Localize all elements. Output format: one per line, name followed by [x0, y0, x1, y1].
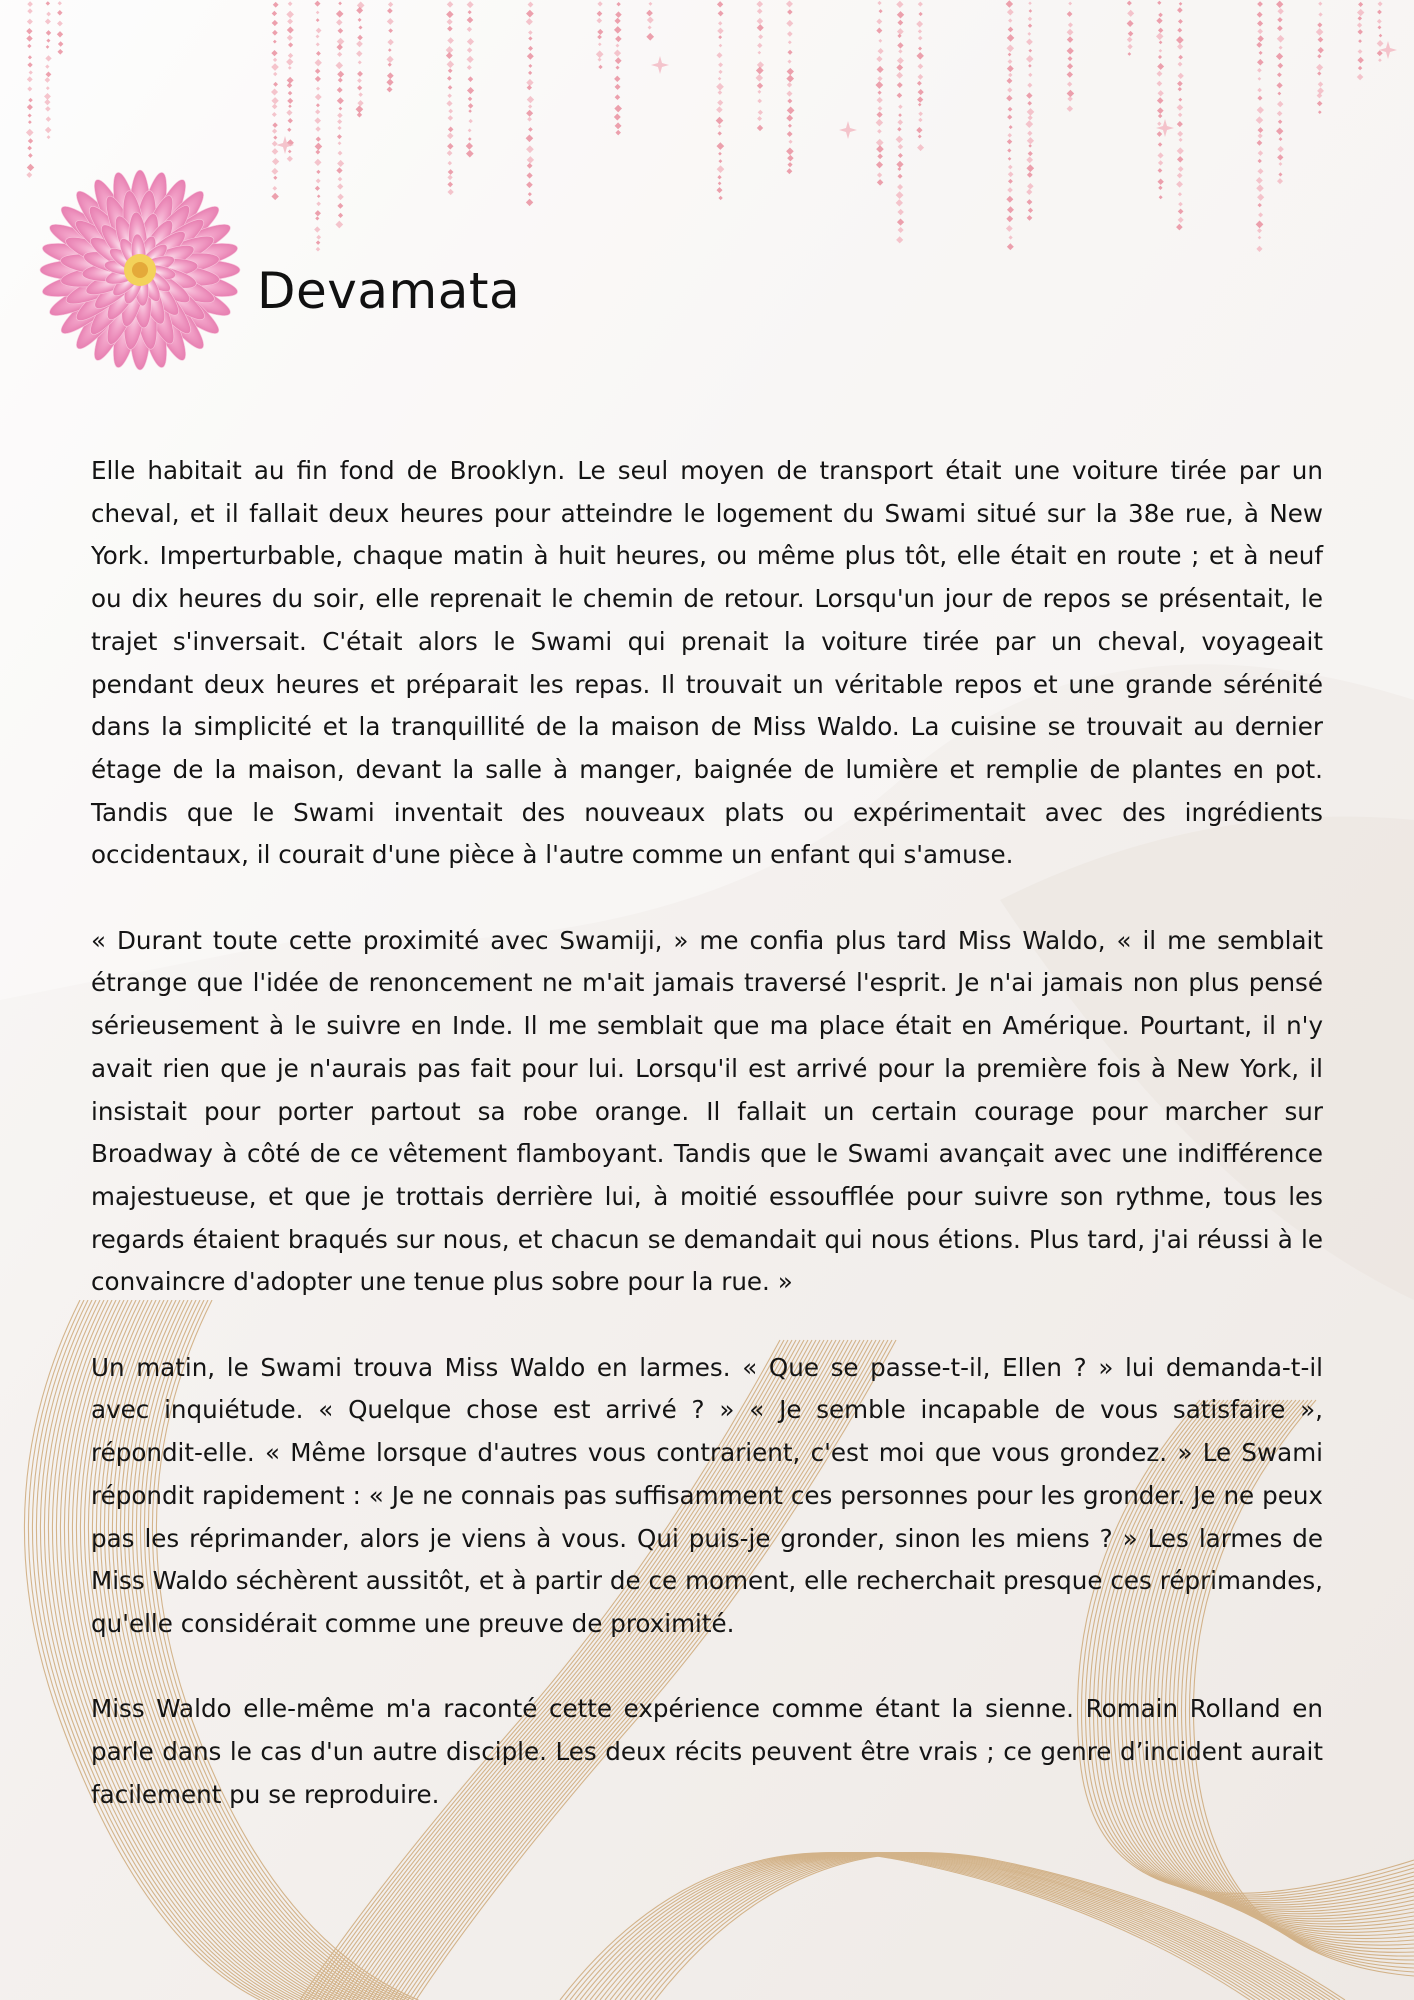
page-title: Devamata: [257, 262, 521, 320]
paragraph-2: « Durant toute cette proximité avec Swamiji, » me confia plus tard Miss Waldo, « il me semblait étrange que l'idée de renoncement ne m'ait jamais traversé l'esprit. Je n'ai jamais non plus pensé sérieusement à le suivre en Inde. Il me semblait que ma place était en Amérique. Pourtant, il n'y avait rien que je n'aurais pas fait pour lui. Lorsqu'il est arrivé pour la première fois à New York, il insistait pour porter partout sa robe orange. Il fallait un certain courage pour marcher sur Broadway à côté de ce vêtement flamboyant. Tandis que le Swami avançait avec une indifférence majestueuse, et que je trottais derrière lui, à moitié essoufflée pour suivre son rythme, tous les regards étaient braqués sur nous, et chacun se demandait qui nous étions. Plus tard, j'ai réussi à le convaincre d'adopter une tenue plus sobre pour la rue. »: [91, 925, 1323, 1297]
paragraph-1: Elle habitait au fin fond de Brooklyn. Le seul moyen de transport était une voiture tirée par un cheval, et il fallait deux heures pour atteindre le logement du Swami situé sur la 38e rue, à New York. Imperturbable, chaque matin à huit heures, ou même plus tôt, elle était en route ; et à neuf ou dix heures du soir, elle reprenait le chemin de retour. Lorsqu'un jour de repos se présentait, le trajet s'inversait. C'était alors le Swami qui prenait la voiture tirée par un cheval, voyageait pendant deux heures et préparait les repas. Il trouvait un véritable repos et une grande sérénité dans la simplicité et la tranquillité de la maison de Miss Waldo. La cuisine se trouvait au dernier étage de la maison, devant la salle à manger, baignée de lumière et remplie de plantes en pot. Tandis que le Swami inventait des nouveaux plats ou expérimentait avec des ingrédients occidentaux, il courait d'une pièce à l'autre comme un enfant qui s'amuse.: [91, 456, 1323, 870]
paragraph-3: Un matin, le Swami trouva Miss Waldo en larmes. « Que se passe-t-il, Ellen ? » lui demanda-t-il avec inquiétude. « Quelque chose est arrivé ? » « Je semble incapable de vous satisfaire », répondit-elle. « Même lorsque d'autres vous contrarient, c'est moi que vous grondez. » Le Swami répondit rapidement : « Je ne connais pas suffisamment ces personnes pour les gronder. Je ne peux pas les réprimander, alors je viens à vous. Qui puis-je gronder, sinon les miens ? » Les larmes de Miss Waldo séchèrent aussitôt, et à partir de ce moment, elle recherchait presque ces réprimandes, qu'elle considérait comme une preuve de proximité.: [91, 1352, 1323, 1638]
pink-dahlia-flower-icon: [30, 160, 250, 380]
paragraph-4: Miss Waldo elle-même m'a raconté cette expérience comme étant la sienne. Romain Rolland en parle dans le cas d'un autre disciple. Les deux récits peuvent être vrais ; ce genre d’incident aurait facilement pu se reproduire.: [91, 1694, 1323, 1809]
body-text: [91, 450, 1323, 1859]
